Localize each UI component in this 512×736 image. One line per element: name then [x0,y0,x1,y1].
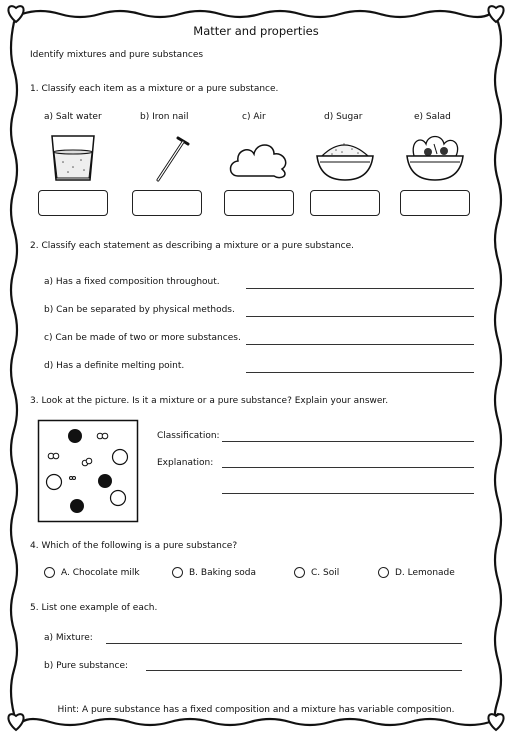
particle-diagram [38,420,138,522]
pure-substance-answer-line[interactable] [146,670,462,671]
statement-d: d) Has a definite melting point. [44,361,185,371]
item-label-air: c) Air [242,112,266,122]
answer-line-statement-c[interactable] [246,344,474,345]
salad-bowl-icon [404,132,466,184]
option-a-label: A. Chocolate milk [61,568,140,578]
pure-substance-label: b) Pure substance: [44,661,129,671]
option-d-radio[interactable] [378,567,389,578]
question-3-prompt: 3. Look at the picture. Is it a mixture or a pure substance? Explain your answer. [30,396,389,406]
item-label-sugar: d) Sugar [324,112,363,122]
glass-of-water-icon [48,134,98,184]
answer-box-salt-water[interactable] [38,190,108,216]
option-b-label: B. Baking soda [189,568,256,578]
option-c-label: C. Soil [311,568,340,578]
question-2-prompt: 2. Classify each statement as describing a mixture or a pure substance. [30,241,354,251]
item-label-salt-water: a) Salt water [44,112,102,122]
answer-box-sugar[interactable] [310,190,380,216]
hint-text: Hint: A pure substance has a fixed composition and a mixture has variable composition. [57,705,455,715]
statement-c: c) Can be made of two or more substances. [44,333,241,343]
item-label-iron-nail: b) Iron nail [140,112,189,122]
option-c-radio[interactable] [294,567,305,578]
question-5-prompt: 5. List one example of each. [30,603,158,613]
option-b-radio[interactable] [172,567,183,578]
item-label-salad: e) Salad [414,112,451,122]
answer-box-iron-nail[interactable] [132,190,202,216]
classification-answer-line[interactable] [222,441,474,442]
mixture-answer-line[interactable] [106,643,462,644]
option-d-label: D. Lemonade [395,568,455,578]
cloud-icon [228,136,292,182]
answer-line-statement-d[interactable] [246,372,474,373]
answer-box-air[interactable] [224,190,294,216]
answer-line-statement-a[interactable] [246,288,474,289]
answer-line-statement-b[interactable] [246,316,474,317]
explanation-answer-line-2[interactable] [222,493,474,494]
question-1-prompt: 1. Classify each item as a mixture or a pure substance. [30,84,279,94]
classification-label: Classification: [157,431,220,441]
statement-b: b) Can be separated by physical methods. [44,305,235,315]
option-a-radio[interactable] [44,567,55,578]
nail-icon [150,134,190,184]
explanation-answer-line-1[interactable] [222,467,474,468]
explanation-label: Explanation: [157,458,214,468]
page-title: Matter and properties [193,24,319,38]
answer-box-salad[interactable] [400,190,470,216]
statement-a: a) Has a fixed composition throughout. [44,277,220,287]
mixture-label: a) Mixture: [44,633,93,643]
sugar-bowl-icon [314,132,376,184]
subtitle: Identify mixtures and pure substances [30,50,204,60]
question-4-prompt: 4. Which of the following is a pure substance? [30,541,238,551]
